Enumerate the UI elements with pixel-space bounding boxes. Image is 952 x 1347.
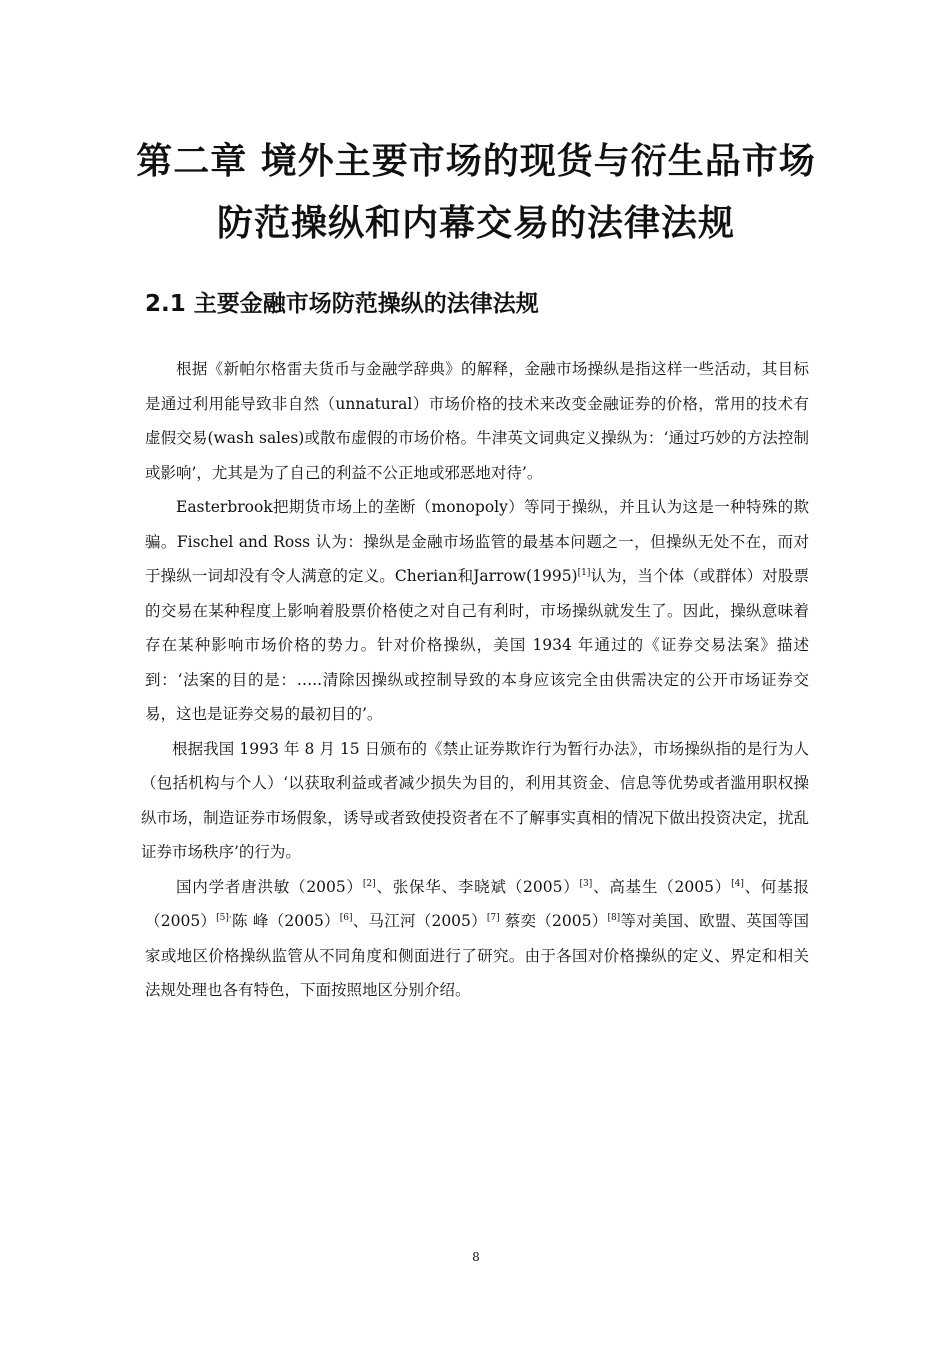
section-title: 2.1 主要金融市场防范操纵的法律法规 (145, 291, 539, 317)
citation-8: [8] (607, 912, 621, 923)
paragraph-4-part-5: 陈 峰（2005） (231, 912, 340, 930)
citation-7: [7] (486, 912, 500, 923)
page-number: 8 (472, 1250, 480, 1264)
paragraph-4 (145, 870, 809, 1008)
body-text (141, 352, 810, 1008)
citation-3: [3] (579, 878, 593, 889)
paragraph-2-part-1: Easterbrook把期货市场上的垄断（monopoly）等同于操纵，并且认为这是一种特殊的欺骗。Fischel and Ross 认为：操纵是金融市场监管的最基本问题之一，但操纵无处不在，而对于操纵一词却没有令人满意的定义。Cherian和Jarrow(1995) (145, 498, 809, 585)
citation-4: [4] (731, 878, 744, 889)
citation-2: [2] (362, 878, 376, 889)
paragraph-2-part-2: 认为，当个体（或群体）对股票的交易在某种程度上影响着股票价格使之对自己有利时，市场操纵就发生了。因此，操纵意味着存在某种影响市场价格的势力。针对价格操纵，美国 1934 年通过的《证券交易法案》描述到：‘法案的目的是：…..清除因操纵或控制导致的本身应该完全由供需决定的公开市场证券交易，这也是证券交易的最初目的’。 (145, 567, 809, 723)
paragraph-4-part-3: 、高基生（2005） (592, 877, 732, 896)
paragraph-4-part-1: 国内学者唐洪敏（2005） (176, 877, 363, 896)
paragraph-4-part-6: 、马江河（2005） (352, 912, 487, 930)
paragraph-2 (145, 490, 809, 732)
chapter-title-line-1: 第二章 境外主要市场的现货与衍生品市场 (136, 141, 816, 182)
paragraph-4-part-4: 、何基报（2005） (145, 877, 809, 930)
citation-1: [1] (577, 567, 591, 578)
paragraph-4-part-7: 蔡奕（2005） (499, 912, 608, 930)
citation-6: [6] (339, 912, 353, 923)
paragraph-4-part-8: 等对美国、欧盟、英国等国家或地区价格操纵监管从不同角度和侧面进行了研究。由于各国对价格操纵的定义、界定和相关法规处理也各有特色，下面按照地区分别介绍。 (145, 912, 810, 999)
paragraph-4-part-2: 、张保华、李晓斌（2005） (375, 877, 580, 896)
chapter-title-line-2: 防范操纵和内幕交易的法律法规 (216, 203, 735, 244)
paragraph-1: 根据《新帕尔格雷夫货币与金融学辞典》的解释，金融市场操纵是指这样一些活动，其目标是通过利用能导致非自然（unnatural）市场价格的技术来改变金融证券的价格，常用的技术有虚假交易(wash sales)或散布虚假的市场价格。牛津英文词典定义操纵为：‘通过巧妙的方法控制或影响’，尤其是为了自己的利益不公正地或邪恶地对待’。 (145, 360, 809, 482)
citation-5: [5]· (216, 912, 232, 923)
paragraph-3: 根据我国 1993 年 8 月 15 日颁布的《禁止证券欺诈行为暂行办法》，市场操纵指的是行为人（包括机构与个人）‘以获取利益或者减少损失为目的，利用其资金、信息等优势或者滥用职权操纵市场，制造证券市场假象，诱导或者致使投资者在不了解事实真相的情况下做出投资决定，扰乱证券市场秩序’的行为。 (141, 739, 809, 861)
